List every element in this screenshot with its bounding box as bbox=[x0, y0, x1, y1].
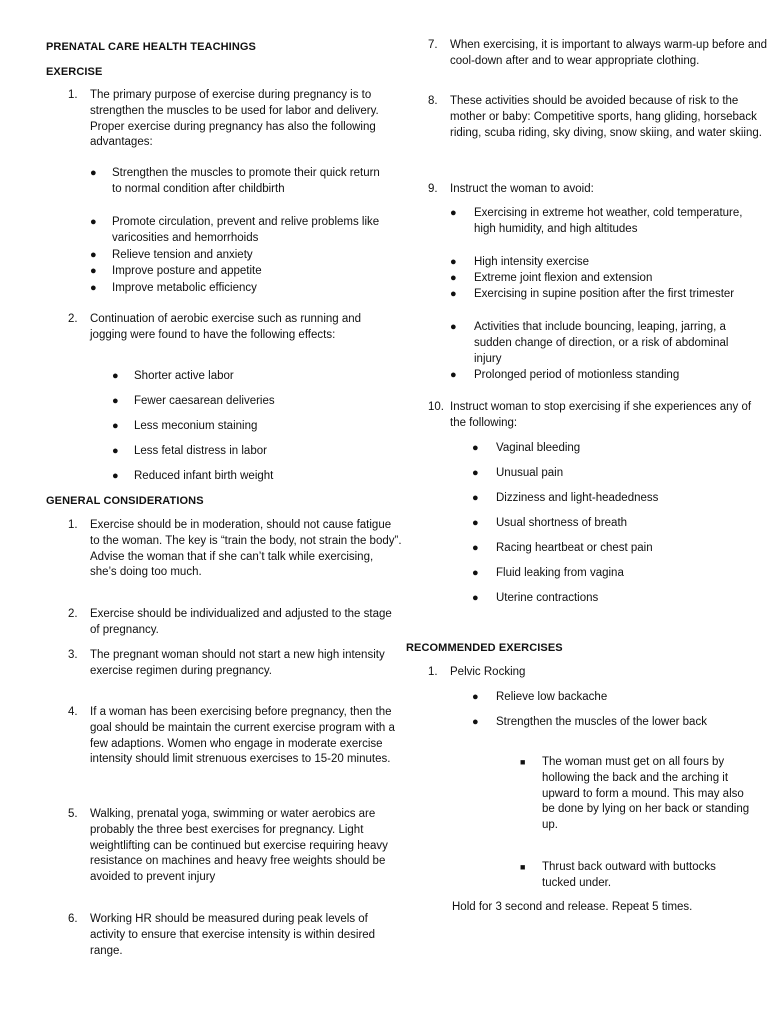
bullet-icon: ● bbox=[450, 272, 457, 284]
bullet-icon: ● bbox=[472, 592, 479, 604]
bullet-text: Exercising in extreme hot weather, cold temperature, high humidity, and high altitudes bbox=[474, 207, 743, 235]
bullet-text: Activities that include bouncing, leaping, jarring, a sudden change of direction, or a risk of abdominal injury bbox=[474, 321, 729, 365]
recommended-exercises-heading: RECOMMENDED EXERCISES bbox=[406, 642, 563, 654]
bullet-item bbox=[450, 287, 744, 303]
bullet-icon: ● bbox=[472, 442, 479, 454]
bullet-item bbox=[112, 394, 384, 410]
item-text: Instruct the woman to avoid: bbox=[450, 183, 594, 195]
bullet-text: Fewer caesarean deliveries bbox=[134, 395, 275, 407]
bullet-item bbox=[450, 320, 744, 367]
item-number: 2. bbox=[68, 608, 78, 620]
item-number: 2. bbox=[68, 313, 78, 325]
square-bullet-icon: ■ bbox=[520, 757, 526, 767]
item-text: These activities should be avoided because of risk to the mother or baby: Competitive sports, hang gliding, horseback riding, scuba riding, sky diving, snow skiing, and water skiing. bbox=[450, 95, 762, 139]
sub-bullet-item bbox=[520, 860, 752, 892]
bullet-item bbox=[112, 469, 384, 485]
bullet-icon: ● bbox=[472, 691, 479, 703]
item-text: When exercising, it is important to always warm-up before and cool-down after and to wear appropriate clothing. bbox=[450, 39, 768, 67]
item-text: The primary purpose of exercise during pregnancy is to strengthen the muscles to be used for labor and delivery. Proper exercise during pregnancy has also the following advantages: bbox=[90, 89, 379, 149]
general-item-5 bbox=[46, 807, 408, 886]
sub-bullet-text: Thrust back outward with buttocks tucked under. bbox=[542, 861, 716, 889]
recommended-item-1 bbox=[406, 665, 750, 681]
bullet-text: Improve metabolic efficiency bbox=[112, 282, 257, 294]
general-item-2 bbox=[46, 607, 402, 639]
sub-bullet-item bbox=[520, 755, 752, 834]
bullet-icon: ● bbox=[472, 542, 479, 554]
general-item-10 bbox=[406, 400, 768, 432]
bullet-icon: ● bbox=[90, 216, 97, 228]
item-number: 10. bbox=[428, 401, 444, 413]
bullet-item bbox=[90, 281, 382, 297]
bullet-item bbox=[90, 264, 382, 280]
item-number: 1. bbox=[428, 666, 438, 678]
item-number: 1. bbox=[68, 89, 78, 101]
item-number: 1. bbox=[68, 519, 78, 531]
bullet-item bbox=[450, 206, 744, 238]
bullet-text: Prolonged period of motionless standing bbox=[474, 369, 680, 381]
bullet-item bbox=[450, 271, 744, 287]
general-item-7 bbox=[406, 38, 768, 70]
item-number: 5. bbox=[68, 808, 78, 820]
bullet-item bbox=[112, 444, 384, 460]
exercise-item-1 bbox=[46, 88, 402, 151]
bullet-item bbox=[112, 369, 384, 385]
bullet-icon: ● bbox=[90, 265, 97, 277]
bullet-icon: ● bbox=[472, 467, 479, 479]
bullet-item bbox=[472, 715, 736, 731]
bullet-item bbox=[472, 690, 746, 706]
bullet-text: High intensity exercise bbox=[474, 256, 590, 268]
document-title: PRENATAL CARE HEALTH TEACHINGS bbox=[46, 41, 256, 53]
item-number: 9. bbox=[428, 183, 438, 195]
bullet-item bbox=[472, 491, 746, 507]
bullet-item bbox=[472, 516, 746, 532]
bullet-text: Reduced infant birth weight bbox=[134, 470, 274, 482]
bullet-item bbox=[450, 368, 744, 384]
general-item-6 bbox=[46, 912, 402, 959]
bullet-text: Racing heartbeat or chest pain bbox=[496, 542, 653, 554]
bullet-text: Vaginal bleeding bbox=[496, 442, 581, 454]
bullet-icon: ● bbox=[450, 207, 457, 219]
item-text: The pregnant woman should not start a new high intensity exercise regimen during pregnancy. bbox=[90, 649, 385, 677]
item-number: 6. bbox=[68, 913, 78, 925]
general-considerations-heading: GENERAL CONSIDERATIONS bbox=[46, 495, 204, 507]
bullet-item bbox=[90, 166, 382, 198]
bullet-text: Promote circulation, prevent and relive problems like varicosities and hemorrhoids bbox=[112, 216, 380, 244]
exercise-instruction: Hold for 3 second and release. Repeat 5 times. bbox=[452, 901, 693, 913]
bullet-icon: ● bbox=[450, 256, 457, 268]
bullet-text: Unusual pain bbox=[496, 467, 564, 479]
bullet-icon: ● bbox=[472, 492, 479, 504]
general-item-9 bbox=[406, 182, 768, 198]
bullet-icon: ● bbox=[472, 567, 479, 579]
bullet-text: Strengthen the muscles to promote their quick return to normal condition after childbirth bbox=[112, 167, 380, 195]
general-item-8 bbox=[406, 94, 768, 141]
bullet-item bbox=[472, 466, 746, 482]
bullet-text: Relieve low backache bbox=[496, 691, 608, 703]
general-item-3 bbox=[46, 648, 402, 680]
bullet-icon: ● bbox=[90, 282, 97, 294]
item-number: 7. bbox=[428, 39, 438, 51]
item-text: Exercise should be individualized and adjusted to the stage of pregnancy. bbox=[90, 608, 392, 636]
item-text: Walking, prenatal yoga, swimming or water aerobics are probably the three best exercises for pregnancy. Light weightlifting can be continued but exercise requiring heavy resistance on machines and heavy free weights should be avoided to prevent injury bbox=[90, 808, 388, 884]
bullet-icon: ● bbox=[472, 716, 479, 728]
bullet-icon: ● bbox=[112, 470, 119, 482]
bullet-icon: ● bbox=[450, 321, 457, 333]
bullet-text: Less fetal distress in labor bbox=[134, 445, 267, 457]
bullet-text: Usual shortness of breath bbox=[496, 517, 628, 529]
bullet-item bbox=[472, 566, 746, 582]
general-item-4 bbox=[46, 705, 402, 768]
item-text: If a woman has been exercising before pregnancy, then the goal should be maintain the current exercise program with a few adaptions. Women who engage in moderate exercise intensity should limit strenuous exercises to 15-20 minutes. bbox=[90, 706, 395, 766]
bullet-text: Dizziness and light-headedness bbox=[496, 492, 659, 504]
item-number: 4. bbox=[68, 706, 78, 718]
bullet-item bbox=[450, 255, 744, 271]
bullet-text: Shorter active labor bbox=[134, 370, 234, 382]
bullet-item bbox=[112, 419, 384, 435]
bullet-icon: ● bbox=[450, 288, 457, 300]
bullet-text: Exercising in supine position after the first trimester bbox=[474, 288, 735, 300]
bullet-icon: ● bbox=[112, 420, 119, 432]
bullet-item bbox=[472, 541, 746, 557]
bullet-icon: ● bbox=[112, 395, 119, 407]
general-item-1 bbox=[46, 518, 402, 581]
sub-bullet-text: The woman must get on all fours by hollowing the back and the arching it upward to form a mound. This may also be done by lying on her back or standing up. bbox=[542, 756, 750, 832]
item-text: Continuation of aerobic exercise such as running and jogging were found to have the following effects: bbox=[90, 313, 362, 341]
item-number: 8. bbox=[428, 95, 438, 107]
item-text: Instruct woman to stop exercising if she experiences any of the following: bbox=[450, 401, 752, 429]
bullet-icon: ● bbox=[112, 370, 119, 382]
item-text: Exercise should be in moderation, should not cause fatigue to the woman. The key is “train the body, not strain the body”. Advise the woman that if she can’t talk while exercising, she’s doing too much. bbox=[90, 519, 402, 579]
exercise-item-2 bbox=[46, 312, 390, 344]
bullet-text: Uterine contractions bbox=[496, 592, 599, 604]
bullet-text: Fluid leaking from vagina bbox=[496, 567, 624, 579]
exercise-heading: EXERCISE bbox=[46, 66, 103, 78]
bullet-item bbox=[472, 441, 746, 457]
item-text: Pelvic Rocking bbox=[450, 666, 526, 678]
bullet-item bbox=[472, 591, 746, 607]
bullet-text: Extreme joint flexion and extension bbox=[474, 272, 653, 284]
bullet-text: Relieve tension and anxiety bbox=[112, 249, 253, 261]
bullet-icon: ● bbox=[472, 517, 479, 529]
bullet-icon: ● bbox=[90, 167, 97, 179]
bullet-item bbox=[90, 248, 382, 264]
bullet-text: Improve posture and appetite bbox=[112, 265, 262, 277]
bullet-item bbox=[90, 215, 382, 247]
item-text: Working HR should be measured during peak levels of activity to ensure that exercise intensity is within desired range. bbox=[90, 913, 376, 957]
square-bullet-icon: ■ bbox=[520, 862, 526, 872]
bullet-icon: ● bbox=[90, 249, 97, 261]
bullet-icon: ● bbox=[450, 369, 457, 381]
bullet-text: Less meconium staining bbox=[134, 420, 258, 432]
bullet-icon: ● bbox=[112, 445, 119, 457]
bullet-text: Strengthen the muscles of the lower back bbox=[496, 716, 707, 728]
item-number: 3. bbox=[68, 649, 78, 661]
